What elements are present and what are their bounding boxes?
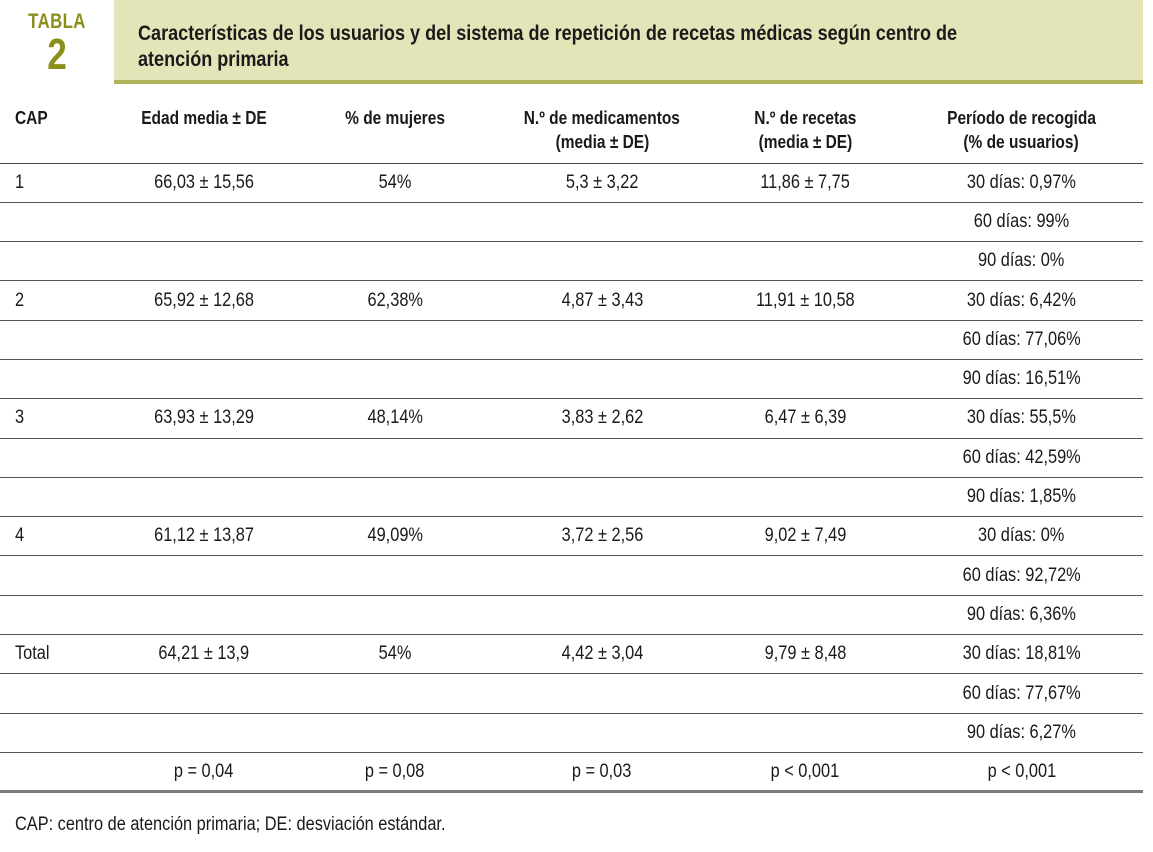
table-cell xyxy=(900,517,1143,556)
table-cell xyxy=(494,595,710,634)
table-cell xyxy=(494,359,710,398)
table-cell-text: 60 días: 77,06% xyxy=(962,328,1081,350)
table-cell xyxy=(0,202,112,241)
table-row xyxy=(0,320,1143,359)
table-cell xyxy=(296,281,494,320)
table-cell xyxy=(0,438,112,477)
table-cell xyxy=(0,281,112,320)
table-row xyxy=(0,163,1143,202)
table-cell-text: 90 días: 0% xyxy=(978,250,1065,272)
column-header-line-2: (media ± DE) xyxy=(758,132,852,152)
table-title xyxy=(138,21,1118,73)
table-cell xyxy=(112,438,296,477)
table-cell-text: p < 0,001 xyxy=(987,760,1056,782)
table-row xyxy=(0,281,1143,320)
table-cell-text: 61,12 ± 13,87 xyxy=(154,525,254,547)
table-cell xyxy=(900,281,1143,320)
table-cell xyxy=(0,713,112,752)
table-cell xyxy=(0,674,112,713)
table-cell xyxy=(0,242,112,281)
table-cell-text: Total xyxy=(15,643,50,665)
table-header-row xyxy=(0,86,1143,163)
table-cell xyxy=(296,674,494,713)
table-cell-text: p < 0,001 xyxy=(770,760,840,782)
table-cell xyxy=(494,163,710,202)
table-cell xyxy=(494,517,710,556)
table-cell-text: 4,87 ± 3,43 xyxy=(561,289,643,311)
table-cell-text: 90 días: 6,27% xyxy=(966,721,1077,743)
table-cell xyxy=(112,320,296,359)
table-cell xyxy=(494,281,710,320)
table-cell xyxy=(494,713,710,752)
table-cell xyxy=(296,163,494,202)
table-cell xyxy=(112,556,296,595)
column-header xyxy=(900,86,1143,163)
table-body xyxy=(0,163,1143,792)
title-box xyxy=(114,0,1143,84)
table-row xyxy=(0,635,1143,674)
table-cell xyxy=(494,399,710,438)
table-cell xyxy=(0,399,112,438)
table-cell xyxy=(900,202,1143,241)
table-cell xyxy=(112,517,296,556)
table-cell-text: 54% xyxy=(378,171,412,193)
table-cell xyxy=(296,752,494,791)
table-cell xyxy=(296,438,494,477)
table-tag-word: TABLA xyxy=(28,10,86,33)
table-cell xyxy=(710,281,900,320)
column-header-line-1: N.º de medicamentos xyxy=(523,108,681,128)
table-cell-text: 11,91 ± 10,58 xyxy=(755,289,855,311)
table-cell xyxy=(296,399,494,438)
table-cell xyxy=(494,438,710,477)
table-row xyxy=(0,674,1143,713)
table-cell xyxy=(710,359,900,398)
column-header-line-1: CAP xyxy=(15,108,48,128)
column-header-line-1: % de mujeres xyxy=(345,108,445,128)
table-cell xyxy=(494,477,710,516)
table-cell xyxy=(900,713,1143,752)
table-cell-text: 60 días: 42,59% xyxy=(962,446,1081,468)
column-header xyxy=(494,86,710,163)
table-cell-text: 90 días: 1,85% xyxy=(966,486,1077,508)
table-cell-text: 30 días: 0,97% xyxy=(966,171,1077,193)
table-cell xyxy=(112,242,296,281)
table-cell-text: p = 0,04 xyxy=(174,760,234,782)
table-cell xyxy=(112,163,296,202)
table-cell xyxy=(710,202,900,241)
table-cell xyxy=(710,595,900,634)
table-row xyxy=(0,713,1143,752)
table-row xyxy=(0,517,1143,556)
table-cell-text: 60 días: 92,72% xyxy=(962,564,1081,586)
table-cell xyxy=(710,477,900,516)
table-cell xyxy=(112,595,296,634)
table-row xyxy=(0,242,1143,281)
table-cell xyxy=(112,399,296,438)
table-cell-text: 54% xyxy=(378,643,412,665)
table-cell xyxy=(296,242,494,281)
table-cell xyxy=(710,517,900,556)
table-row xyxy=(0,477,1143,516)
table-cell-text: 3 xyxy=(15,407,25,429)
table-cell xyxy=(0,359,112,398)
table-cell xyxy=(710,713,900,752)
table-cell xyxy=(0,163,112,202)
table-cell xyxy=(0,752,112,791)
table-cell xyxy=(900,556,1143,595)
table-cell xyxy=(494,752,710,791)
table-cell-text: 30 días: 18,81% xyxy=(962,643,1081,665)
table-cell xyxy=(296,359,494,398)
table-cell-text: 60 días: 99% xyxy=(973,210,1070,232)
table-cell-text: 49,09% xyxy=(367,525,423,547)
table-cell xyxy=(494,202,710,241)
table-cell-text: 30 días: 0% xyxy=(978,525,1065,547)
table-cell xyxy=(710,438,900,477)
table-header-block xyxy=(0,0,1143,86)
table-cell xyxy=(0,595,112,634)
table-row xyxy=(0,359,1143,398)
table-cell-text: 2 xyxy=(15,289,25,311)
table-cell-text: 62,38% xyxy=(367,289,423,311)
table-cell xyxy=(900,595,1143,634)
table-cell xyxy=(296,477,494,516)
table-cell xyxy=(0,556,112,595)
table-cell xyxy=(112,477,296,516)
table-cell xyxy=(296,556,494,595)
column-header xyxy=(0,86,112,163)
table-cell xyxy=(900,359,1143,398)
table-cell xyxy=(296,635,494,674)
table-cell xyxy=(494,556,710,595)
table-cell xyxy=(494,635,710,674)
table-tag-number: 2 xyxy=(47,30,67,79)
table-cell-text: 66,03 ± 15,56 xyxy=(154,171,254,193)
table-cell-text: 90 días: 6,36% xyxy=(966,603,1077,625)
table-cell-text: 63,93 ± 13,29 xyxy=(154,407,254,429)
table-cell xyxy=(900,399,1143,438)
table-cell-text: 9,79 ± 8,48 xyxy=(764,643,846,665)
column-header-line-2: (% de usuarios) xyxy=(963,132,1080,152)
table-cell-text: 4,42 ± 3,04 xyxy=(561,643,643,665)
table-row xyxy=(0,556,1143,595)
table-cell-text: 60 días: 77,67% xyxy=(962,682,1081,704)
table-cell xyxy=(296,517,494,556)
table-cell xyxy=(900,163,1143,202)
table-cell xyxy=(0,517,112,556)
table-cell xyxy=(296,713,494,752)
table-cell-text: 1 xyxy=(15,171,25,193)
table-cell xyxy=(710,556,900,595)
column-header-line-1: Período de recogida xyxy=(947,108,1096,128)
table-cell xyxy=(112,635,296,674)
table-cell xyxy=(900,242,1143,281)
table-cell-text: 65,92 ± 12,68 xyxy=(154,289,254,311)
table-cell xyxy=(112,674,296,713)
table-cell xyxy=(0,320,112,359)
column-header-line-1: N.º de recetas xyxy=(753,108,857,128)
table-cell xyxy=(900,674,1143,713)
table-cell xyxy=(900,477,1143,516)
table-cell-text: 11,86 ± 7,75 xyxy=(760,171,850,193)
table-cell xyxy=(900,438,1143,477)
table-cell xyxy=(900,320,1143,359)
table-cell xyxy=(494,242,710,281)
table-cell xyxy=(296,595,494,634)
table-cell-text: 30 días: 55,5% xyxy=(966,407,1077,429)
table-cell xyxy=(494,320,710,359)
table-cell-text: 5,3 ± 3,22 xyxy=(565,171,639,193)
table-cell xyxy=(710,242,900,281)
table-cell-text: p = 0,03 xyxy=(572,760,632,782)
table-cell xyxy=(710,674,900,713)
table-cell xyxy=(0,477,112,516)
data-table xyxy=(0,86,1143,793)
column-header xyxy=(112,86,296,163)
table-cell xyxy=(494,674,710,713)
table-cell xyxy=(710,635,900,674)
table-cell xyxy=(112,713,296,752)
table-cell-text: 4 xyxy=(15,525,25,547)
table-cell xyxy=(710,320,900,359)
table-cell xyxy=(710,163,900,202)
table-title-line-2: atención primaria xyxy=(138,48,289,71)
table-cell xyxy=(710,752,900,791)
column-header-line-1: Edad media ± DE xyxy=(141,108,267,128)
table-row xyxy=(0,595,1143,634)
table-tag xyxy=(0,0,114,84)
table-cell xyxy=(710,399,900,438)
table-cell xyxy=(112,202,296,241)
table-cell-text: 30 días: 6,42% xyxy=(966,289,1077,311)
table-cell xyxy=(900,635,1143,674)
table-row xyxy=(0,438,1143,477)
table-cell xyxy=(296,320,494,359)
table-cell-text: 3,72 ± 2,56 xyxy=(561,525,643,547)
column-header-line-2: (media ± DE) xyxy=(555,132,649,152)
table-cell xyxy=(296,202,494,241)
column-header xyxy=(710,86,900,163)
table-row xyxy=(0,399,1143,438)
table-row xyxy=(0,202,1143,241)
table-footnote: CAP: centro de atención primaria; DE: desviación estándar. xyxy=(15,814,446,835)
table-cell xyxy=(900,752,1143,791)
table-cell-text: 6,47 ± 6,39 xyxy=(764,407,846,429)
table-cell-text: 9,02 ± 7,49 xyxy=(764,525,846,547)
column-header xyxy=(296,86,494,163)
table-cell-text: 64,21 ± 13,9 xyxy=(158,643,250,665)
table-cell xyxy=(112,752,296,791)
table-cell-text: 3,83 ± 2,62 xyxy=(561,407,643,429)
table-cell xyxy=(112,281,296,320)
table-cell-text: 90 días: 16,51% xyxy=(962,368,1081,390)
table-cell-text: p = 0,08 xyxy=(365,760,425,782)
table-cell xyxy=(0,635,112,674)
table-cell-text: 48,14% xyxy=(367,407,423,429)
table-row xyxy=(0,752,1143,791)
table-cell xyxy=(112,359,296,398)
table-title-line-1: Características de los usuarios y del sistema de repetición de recetas médicas según centro de xyxy=(138,22,958,45)
